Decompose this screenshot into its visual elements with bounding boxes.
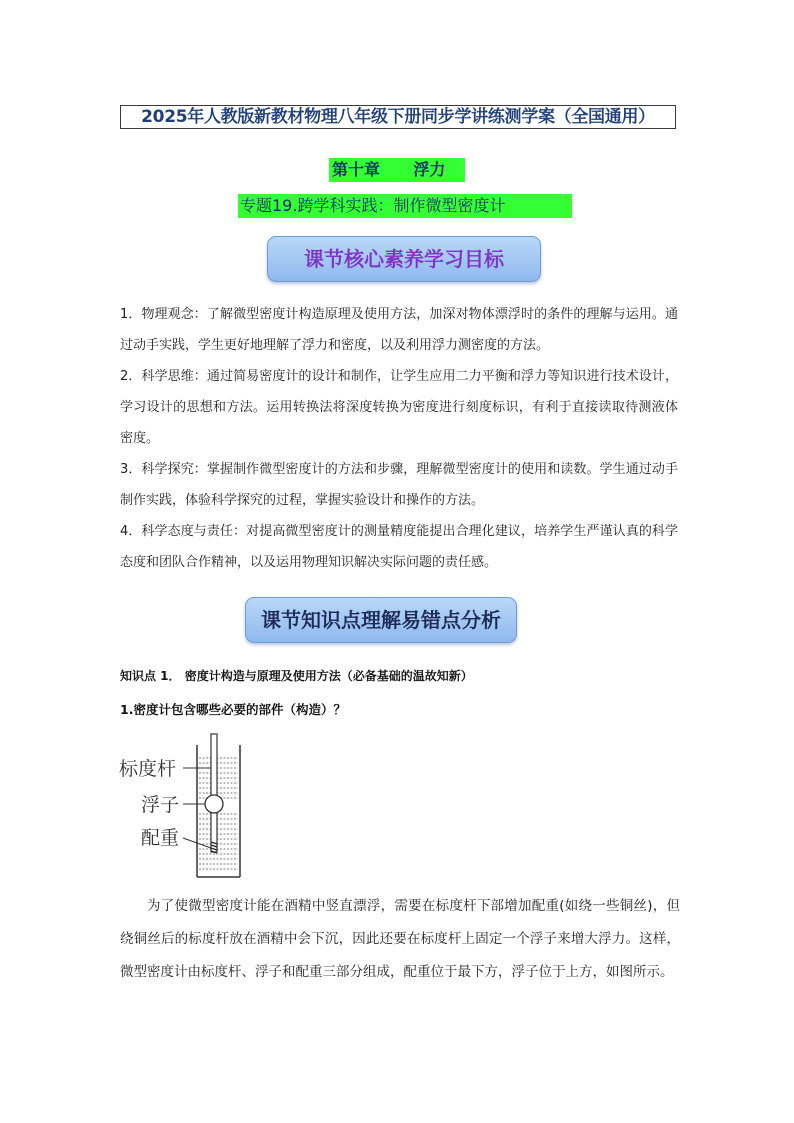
scale-rod <box>211 734 217 852</box>
label-scale-rod: 标度杆 <box>119 758 177 780</box>
document-title: 2025年人教版新教材物理八年级下册同步学讲练测学案（全国通用） <box>120 105 676 129</box>
knowledge-analysis-banner: 课节知识点理解易错点分析 <box>245 597 517 643</box>
learning-goals-banner: 课节核心素养学习目标 <box>267 236 541 282</box>
goal-item-attitude-responsibility: 4．科学态度与责任：对提高微型密度计的测量精度能提出合理化建议，培养学生严谨认真的科学态度和团队合作精神，以及运用物理知识解决实际问题的责任感。 <box>120 524 678 570</box>
hydrometer-diagram-svg <box>115 730 265 880</box>
explanation-paragraph-block <box>120 890 680 989</box>
goal-item-scientific-thinking: 2．科学思维：通过简易密度计的设计和制作，让学生应用二力平衡和浮力等知识进行技术设计，学习设计的思想和方法。运用转换法将深度转换为密度进行刻度标识，有利于直接读取待测液体密度。 <box>120 369 678 446</box>
goal-item-scientific-inquiry: 3．科学探究：掌握制作微型密度计的方法和步骤，理解微型密度计的使用和读数。学生通过动手制作实践，体验科学探究的过程，掌握实验设计和操作的方法。 <box>120 462 678 508</box>
explanation-paragraph: 为了使微型密度计能在酒精中竖直漂浮，需要在标度杆下部增加配重(如绕一些铜丝)，但绕铜丝后的标度杆放在酒精中会下沉，因此还要在标度杆上固定一个浮子来增大浮力。这样，微型密度计由标度杆、浮子和配重三部分组成，配重位于最下方，浮子位于上方，如图所示。 <box>120 898 680 980</box>
label-counterweight: 配重 <box>141 827 180 849</box>
learning-goals-list <box>120 299 678 578</box>
liquid-lines <box>199 758 238 869</box>
topic-heading: 专题19.跨学科实践：制作微型密度计 <box>238 194 572 218</box>
knowledge-point-heading: 知识点 1． 密度计构造与原理及使用方法（必备基础的温故知新） <box>120 669 473 683</box>
hydrometer-diagram <box>115 730 265 880</box>
question-heading: 1.密度计包含哪些必要的部件（构造）？ <box>120 702 346 717</box>
goal-item-physics-concept: 1．物理观念：了解微型密度计构造原理及使用方法，加深对物体漂浮时的条件的理解与运用。通过动手实践，学生更好地理解了浮力和密度，以及利用浮力测密度的方法。 <box>120 307 678 353</box>
float-bulb <box>205 795 223 813</box>
chapter-heading: 第十章 浮力 <box>329 158 465 182</box>
label-float: 浮子 <box>141 794 180 816</box>
